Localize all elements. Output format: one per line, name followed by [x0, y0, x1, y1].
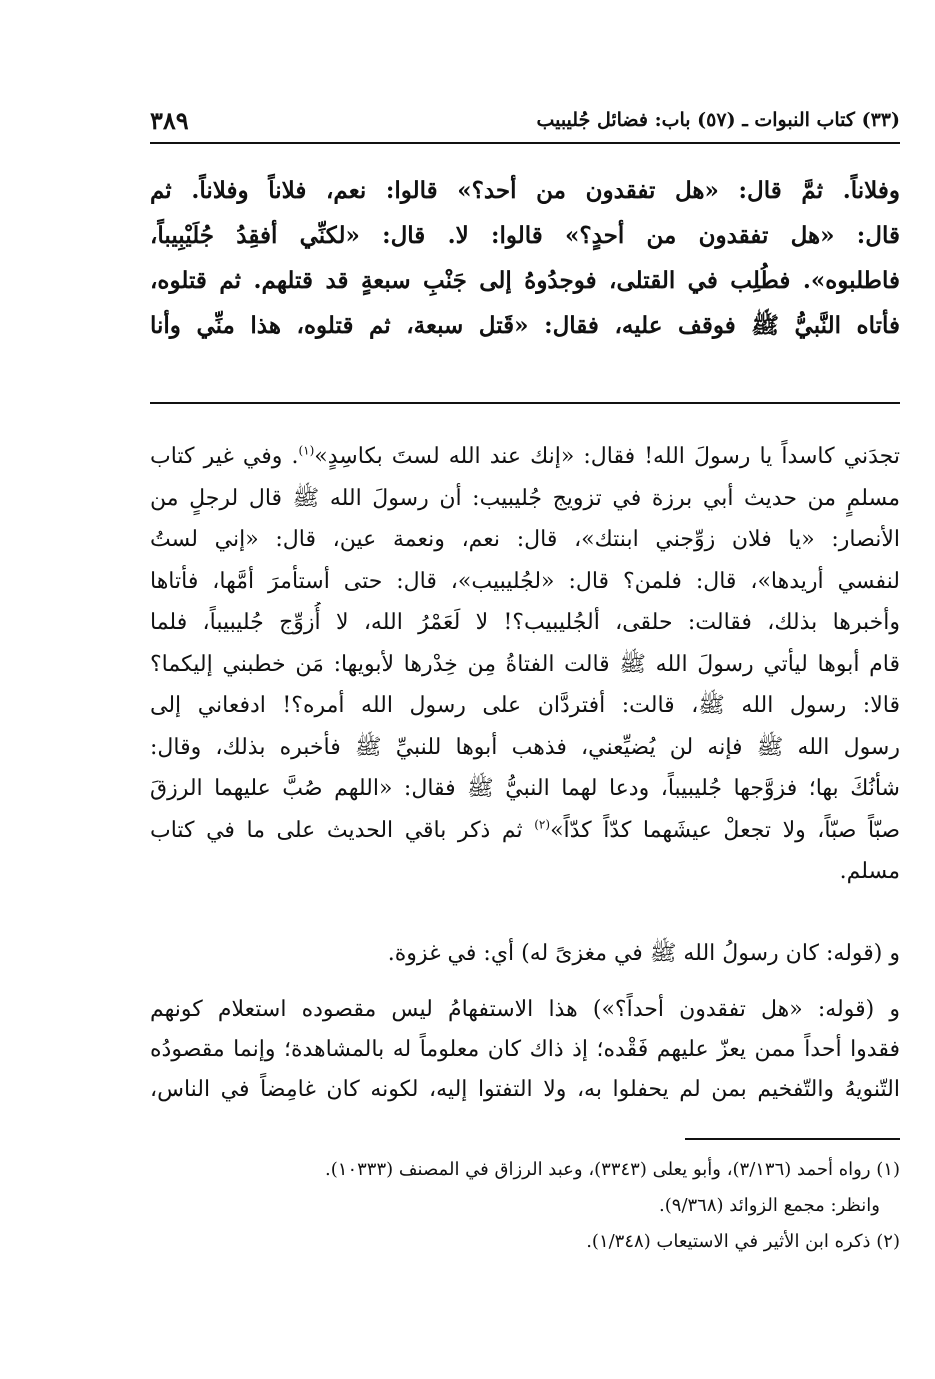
text-line: وفلاناً. ثمَّ قال: «هل تفقدون من أحد؟» قالوا: نعم، فلاناً وفلاناً. ثم	[150, 177, 900, 204]
text-line: شأنُكَ بها؛ فزوَّجها جُليبيباً، ودعا لهما النبيُّ ﷺ فقال: «اللهم صُبَّ عليهما الرزقَ	[150, 776, 900, 801]
text-line: قال: «هل تفقدون من أحدٍ؟» قالوا: لا. قال: «لكنِّي أفقِدُ جُلَيْبِيباً،	[150, 222, 900, 249]
commentary-paragraph	[150, 990, 900, 1110]
text-line: فأتاه النَّبيُّ ﷺ فوقف عليه، فقال: «قَتل سبعة، ثم قتلوه، هذا منِّي وأنا	[150, 312, 900, 339]
commentary-paragraph	[150, 934, 900, 974]
page-number: ٣٨٩	[150, 105, 189, 135]
footnote-rule	[685, 1138, 900, 1140]
text-line: التّنويهُ والتّفخيم بمن لم يحفلوا به، ولا التفتوا إليه، لكونه كان غامِضاً في الناس،	[150, 1077, 900, 1102]
footnote: (٢) ذكره ابن الأثير في الاستيعاب (١/٣٤٨).	[586, 1231, 900, 1252]
text-line: مسلم.	[839, 859, 900, 884]
hadith-text	[150, 168, 900, 348]
footnote: (١) رواه أحمد (٣/١٣٦)، وأبو يعلى (٣٣٤٣)، وعبد الرزاق في المصنف (١٠٣٣٣).	[325, 1159, 900, 1180]
text-line: قالا: رسول الله ﷺ، قالت: أفتردَّان على رسول الله أمره؟! ادفعاني إلى	[150, 693, 900, 718]
text-line: قام أبوها ليأتي رسولَ الله ﷺ قالت الفتاةُ مِن خِدْرها لأبويها: مَن خطبني إليكما؟	[150, 651, 900, 677]
text-line: الأنصار: «يا فلان زوِّجني ابنتك»، قال: نعم، ونعمة عين، قال: «إني لستُ	[150, 527, 900, 552]
text-line: لنفسي أريدها»، قال: فلمن؟ قال: «لجُليبيب»، قال: حتى أستأمرَ أمَّها، فأتاها	[150, 568, 900, 594]
text-line: تجدَني كاسداً يا رسولَ الله! فقال: «إنك عند الله لستَ بكاسِدٍ»$^{(١)}$. وفي غير كتاب	[150, 443, 900, 469]
footnote: وانظر: مجمع الزوائد (٩/٣٦٨).	[659, 1195, 880, 1216]
footnote-ref: (١)	[298, 443, 315, 458]
section-divider	[150, 402, 900, 404]
text-line: فاطلبوه». فطُلِب في القتلى، فوجدُوهُ إلى جَنْبِ سبعةٍ قد قتلهم. ثم قتلوه،	[150, 267, 900, 294]
text-line: وأخبرها بذلك، فقالت: حلقى، ألجُليبيب؟! لا لَعَمْرُ الله، لا أُزوِّج جُليبيباً، فلما	[150, 610, 900, 635]
text-line: فقدوا أحداً ممن يعزّ عليهم فَقْده؛ إذ ذاك كان معلوماً له بالمشاهدة؛ وإنما مقصودُه	[150, 1037, 900, 1062]
page-header	[150, 100, 900, 140]
text-line: مسلمٍ من حديث أبي برزة في تزويج جُليبيب: أن رسولَ الله ﷺ قال لرجلٍ من	[150, 485, 900, 511]
text-line: رسول الله ﷺ فإنه لن يُضيِّعني، فذهب أبوها للنبيِّ ﷺ فأخبره بذلك، وقال:	[150, 734, 900, 760]
text-line: و (قوله: «هل تفقدون أحداً؟») هذا الاستفهامُ ليس مقصوده استعلام كونهم	[150, 997, 900, 1022]
header-rule	[150, 142, 900, 144]
text-line: صبّاً صبّاً، ولا تجعلْ عيشَهما كدّاً كدّاً»$^{(٢)}$ ثم ذكر باقي الحديث على ما في كتاب	[150, 817, 900, 843]
footnotes	[150, 1152, 900, 1260]
footnote-ref: (٢)	[534, 817, 551, 832]
text-line: و (قوله: كان رسولُ الله ﷺ في مغزىً له) أي: في غزوة.	[387, 941, 900, 966]
running-title: (٣٣) كتاب النبوات ـ (٥٧) باب: فضائل جُليبيب	[536, 109, 900, 131]
commentary-text	[150, 436, 900, 893]
